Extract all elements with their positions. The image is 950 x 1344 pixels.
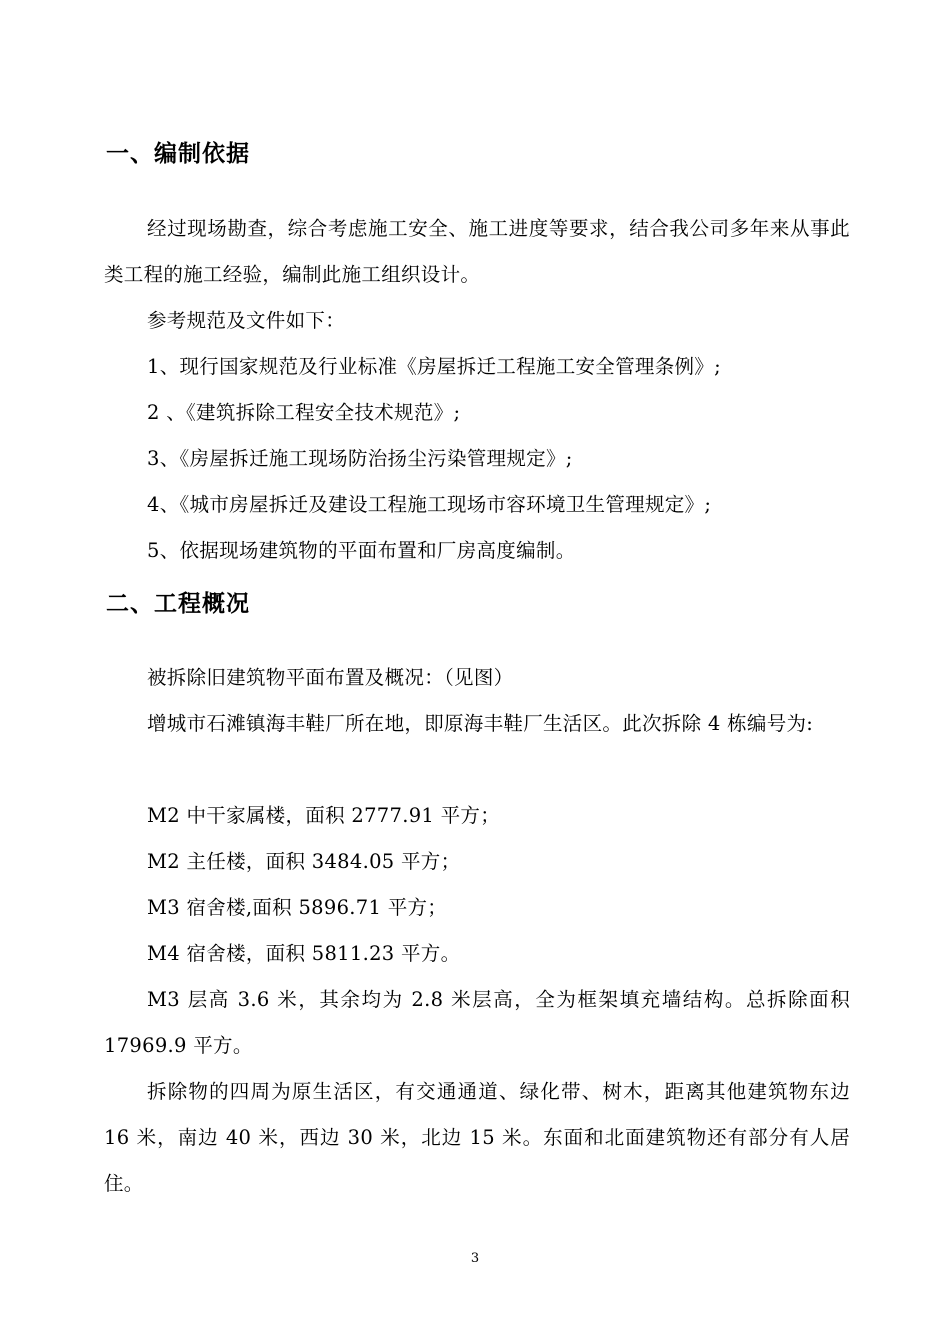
list-item: M2 主任楼，面积 3484.05 平方； xyxy=(147,850,461,873)
list-item: M2 中干家属楼，面积 2777.91 平方； xyxy=(147,804,501,827)
section-heading-overview: 二、工程概况 xyxy=(106,591,250,617)
section-heading-basis: 一、编制依据 xyxy=(106,141,250,167)
list-item: 2 、《建筑拆除工程安全技术规范》; xyxy=(147,401,461,424)
list-item: 5、依据现场建筑物的平面布置和厂房高度编制。 xyxy=(147,539,576,562)
paragraph: 经过现场勘查，综合考虑施工安全、施工进度等要求，结合我公司多年来从事此类工程的施工经验，编制此施工组织设计。 xyxy=(104,217,850,286)
list-item: 4、《城市房屋拆迁及建设工程施工现场市容环境卫生管理规定》; xyxy=(147,493,712,516)
paragraph: 参考规范及文件如下： xyxy=(147,309,346,332)
page-number: 3 xyxy=(470,1251,480,1266)
list-item: 1、现行国家规范及行业标准《房屋拆迁工程施工安全管理条例》; xyxy=(147,355,721,378)
list-item: M3 宿舍楼,面积 5896.71 平方； xyxy=(147,896,448,919)
paragraph: 被拆除旧建筑物平面布置及概况：（见图） xyxy=(147,666,514,689)
paragraph: 拆除物的四周为原生活区，有交通通道、绿化带、树木，距离其他建筑物东边 16 米，南边 40 米，西边 30 米，北边 15 米。东面和北面建筑物还有部分有人居住。 xyxy=(104,1080,850,1195)
list-item: M4 宿舍楼，面积 5811.23 平方。 xyxy=(147,942,461,965)
list-item: 3、《房屋拆迁施工现场防治扬尘污染管理规定》; xyxy=(147,447,573,470)
paragraph: 增城市石滩镇海丰鞋厂所在地，即原海丰鞋厂生活区。此次拆除 4 栋编号为: xyxy=(147,712,814,735)
paragraph: M3 层高 3.6 米，其余均为 2.8 米层高，全为框架填充墙结构。总拆除面积 17969.9 平方。 xyxy=(104,988,850,1057)
